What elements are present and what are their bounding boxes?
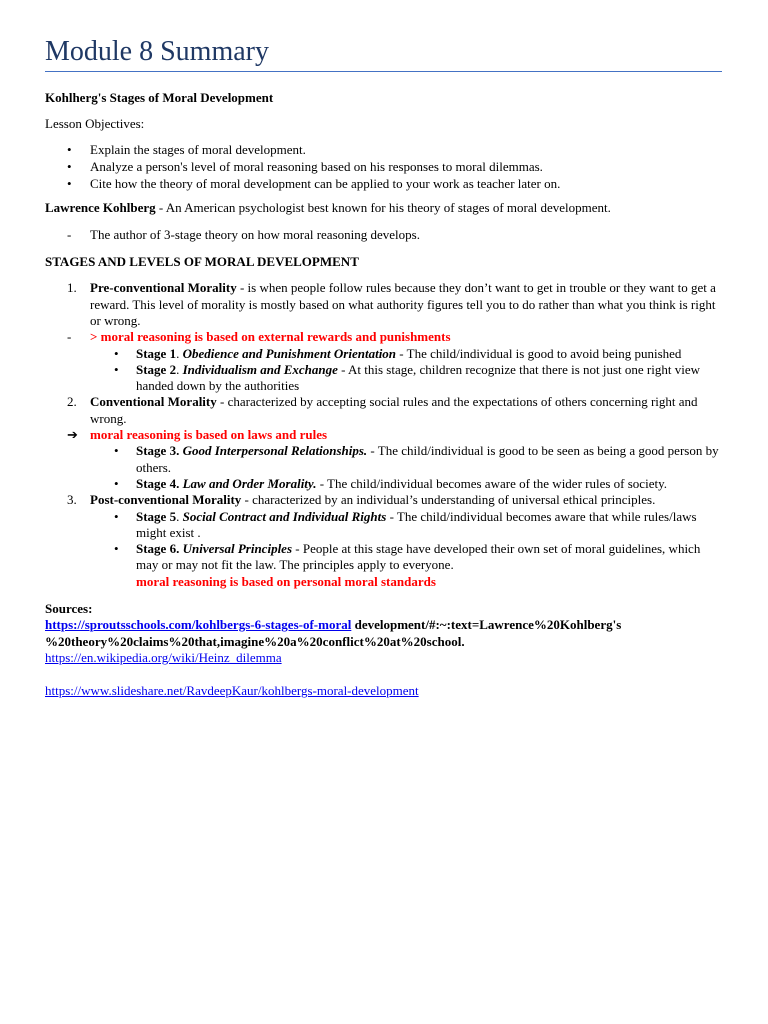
level-2: 2. Conventional Morality - characterized by accepting social rules and the expectations of others concerning right and wrong. bbox=[67, 394, 698, 426]
level-name: Post-conventional Morality bbox=[90, 492, 242, 508]
objectives-list bbox=[45, 142, 722, 193]
source-line-3 bbox=[45, 683, 722, 699]
stage-item: • Stage 3. Good Interpersonal Relationships. - The child/individual is good to be seen as being a good person by others. bbox=[45, 443, 722, 476]
source-link-2[interactable]: https://en.wikipedia.org/wiki/Heinz_dilemma bbox=[45, 649, 282, 665]
source-line-1: https://sproutsschools.com/kohlbergs-6-stages-of-moral development/#:~:text=Lawrence%20Kohlberg's %20theory%20claims%20that,imagine%20a%20conflict%20at%20school. bbox=[45, 617, 622, 649]
title-underline bbox=[45, 71, 722, 72]
level-1-reasoning: - > moral reasoning is based on external rewards and punishments bbox=[67, 329, 451, 345]
stage-item: • Stage 6. Universal Principles - People at this stage have developed their own set of moral guidelines, which may or may not fit the law. The principles apply to everyone. bbox=[45, 541, 722, 574]
arrow-icon: ➔ bbox=[67, 427, 78, 443]
dash-marker: - bbox=[67, 329, 72, 345]
level-3: 3. Post-conventional Morality - characterized by an individual’s understanding of universal ethical principles. bbox=[67, 492, 656, 508]
kohlberg-note: - The author of 3-stage theory on how moral reasoning develops. bbox=[67, 226, 420, 242]
level-2-reasoning: ➔ moral reasoning is based on laws and rules bbox=[67, 427, 328, 443]
page-title: Module 8 Summary bbox=[45, 36, 269, 67]
level-1: 1. Pre-conventional Morality - is when people follow rules because they don’t want to get in trouble or they want to get a reward. This level of morality is mostly based on what authority figures tell you to do rather than what you think is right or wrong. bbox=[67, 280, 716, 328]
level-3-stages bbox=[45, 509, 722, 574]
objectives-label: Lesson Objectives: bbox=[45, 116, 145, 132]
list-item: • Cite how the theory of moral development can be applied to your work as teacher later on. bbox=[45, 176, 722, 192]
source-link-1[interactable]: https://sproutsschools.com/kohlbergs-6-stages-of-moral bbox=[45, 617, 352, 633]
level-number: 3. bbox=[67, 492, 77, 508]
sources-label: Sources: bbox=[45, 601, 93, 617]
list-item: • Analyze a person's level of moral reasoning based on his responses to moral dilemmas. bbox=[45, 159, 722, 175]
stage-item: • Stage 4. Law and Order Morality. - The child/individual becomes aware of the wider rules of society. bbox=[45, 476, 722, 492]
dash-marker: - bbox=[67, 226, 72, 242]
level-number: 1. bbox=[67, 280, 77, 296]
level-number: 2. bbox=[67, 394, 77, 410]
source-line-2 bbox=[45, 650, 722, 666]
kohlberg-desc: - An American psychologist best known for his theory of stages of moral development. bbox=[155, 200, 611, 216]
kohlberg-definition bbox=[45, 200, 722, 216]
kohlberg-name: Lawrence Kohlberg bbox=[45, 200, 156, 216]
level-2-stages bbox=[45, 443, 722, 492]
list-item: • Explain the stages of moral development. bbox=[45, 142, 722, 158]
stages-heading: STAGES AND LEVELS OF MORAL DEVELOPMENT bbox=[45, 254, 359, 270]
source-link-3[interactable]: https://www.slideshare.net/RavdeepKaur/kohlbergs-moral-development bbox=[45, 683, 419, 699]
level-name: Pre-conventional Morality bbox=[90, 280, 237, 296]
stage-item: • Stage 2. Individualism and Exchange - At this stage, children recognize that there is not just one right view handed down by the authorities bbox=[45, 362, 722, 395]
level-3-reasoning: moral reasoning is based on personal moral standards bbox=[136, 573, 436, 589]
stage-item: • Stage 1. Obedience and Punishment Orientation - The child/individual is good to avoid being punished bbox=[45, 346, 722, 362]
subheading: Kohlherg's Stages of Moral Development bbox=[45, 90, 274, 105]
level-name: Conventional Morality bbox=[90, 394, 217, 410]
level-1-stages bbox=[45, 346, 722, 395]
stage-item: • Stage 5. Social Contract and Individual Rights - The child/individual becomes aware that while rules/laws might exist . bbox=[45, 509, 722, 542]
